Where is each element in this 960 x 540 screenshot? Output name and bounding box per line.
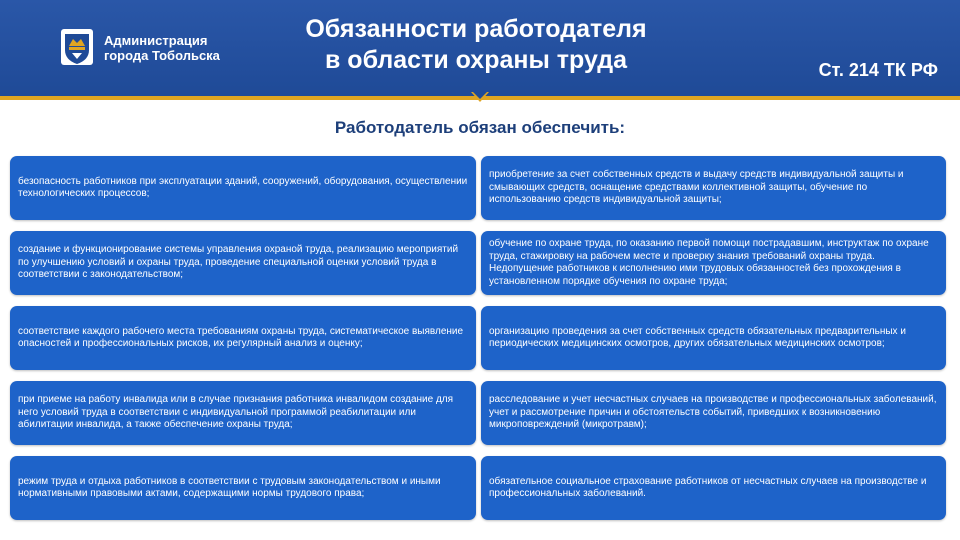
city-emblem-icon: [60, 28, 94, 66]
duty-card-left-1: [10, 156, 476, 220]
organization-name-line1: Администрация: [104, 33, 208, 48]
duty-card-text: режим труда и отдыха работников в соответствии с трудовым законодательством и иными нормативными правовыми актами, содержащими нормы трудового права;: [18, 475, 441, 499]
duty-card-left-4: [10, 381, 476, 445]
duty-card-left-5: [10, 456, 476, 520]
duty-card-text: обучение по охране труда, по оказанию первой помощи пострадавшим, инструктаж по охране труда, стажировку на рабочем месте и проверку знания требований охраны труда. Недопущение работников к исполнению ими трудовых обязанностей без прохождения в установленном порядке обучения по охране труда;: [489, 238, 929, 287]
section-subtitle: Работодатель обязан обеспечить:: [334, 118, 626, 137]
duty-card-left-3: [10, 306, 476, 370]
duty-card-right-2: [481, 231, 946, 295]
duty-card-text: создание и функционирование системы управления охраной труда, реализацию мероприятий по улучшению условий и охраны труда, проведение специальной оценки условий труда в соответствии с законодательством;: [18, 244, 459, 281]
organization-name-line2: города Тобольска: [104, 48, 220, 63]
organization-name: [104, 33, 220, 63]
law-article-reference: Ст. 214 ТК РФ: [818, 60, 938, 80]
duty-card-right-1: [481, 156, 946, 220]
page-title-line1: Обязанности работодателя: [305, 15, 647, 43]
duty-card-text: организацию проведения за счет собственных средств обязательных предварительных и периодических медицинских осмотров, других обязательных медицинских осмотров;: [489, 325, 906, 349]
duty-card-left-2: [10, 231, 476, 295]
duty-card-right-4: [481, 381, 946, 445]
duty-card-text: расследование и учет несчастных случаев на производстве и профессиональных заболеваний, учет и рассмотрение причин и обстоятельств событий, приведших к возникновению микроповреждений (микротравм);: [489, 394, 937, 431]
page-title: [250, 14, 702, 76]
duty-card-text: при приеме на работу инвалида или в случае признания работника инвалидом создание для него условий труда в соответствии с индивидуальной программой реабилитации или абилитации инвалида, а также обеспечение охраны труда;: [18, 394, 454, 431]
duty-card-right-3: [481, 306, 946, 370]
duty-card-right-5: [481, 456, 946, 520]
header-notch-inner: [473, 92, 487, 99]
page-title-line2: в области охраны труда: [324, 46, 627, 74]
duty-card-text: обязательное социальное страхование работников от несчастных случаев на производстве и профессиональных заболеваний.: [489, 475, 927, 499]
duty-card-text: приобретение за счет собственных средств и выдачу средств индивидуальной защиты и смывающих средств, оснащение средствами коллективной защиты, обучение по использованию средств индивидуальной защиты;: [489, 169, 904, 206]
duty-card-text: соответствие каждого рабочего места требованиям охраны труда, систематическое выявление опасностей и профессиональных рисков, их регулярный анализ и оценку;: [18, 325, 464, 349]
duty-card-text: безопасность работников при эксплуатации зданий, сооружений, оборудования, осуществлении технологических процессов;: [18, 175, 468, 199]
